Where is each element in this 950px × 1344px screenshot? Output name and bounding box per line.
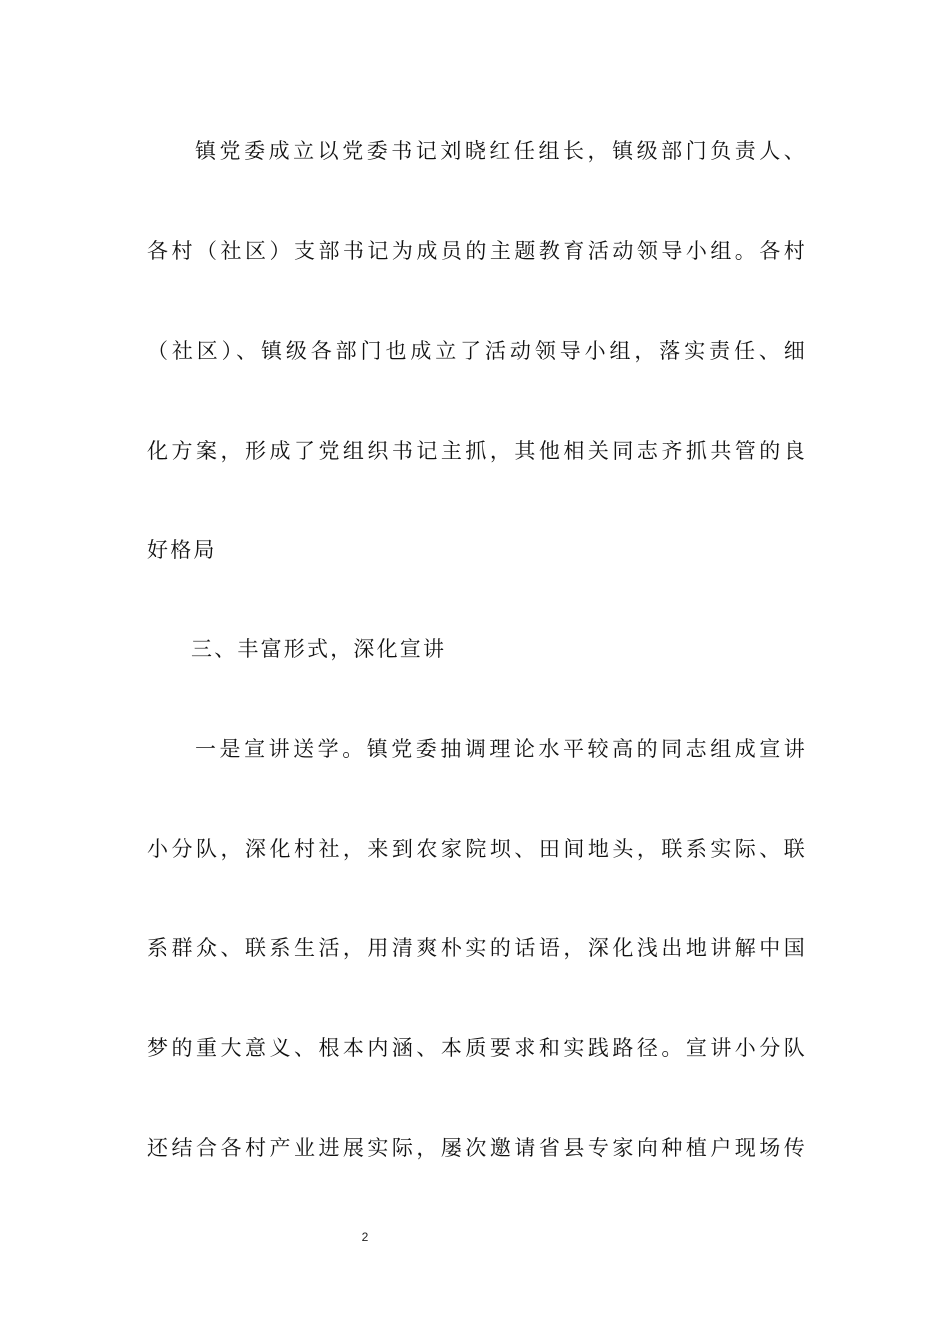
paragraph-line: 一是宣讲送学。镇党委抽调理论水平较高的同志组成宣讲 [195, 737, 807, 761]
paragraph-line: 还结合各村产业进展实际，屡次邀请省县专家向种植户现场传 [147, 1136, 807, 1160]
paragraph-line: 小分队，深化村社，来到农家院坝、田间地头，联系实际、联 [147, 837, 807, 861]
paragraph-line: 化方案，形成了党组织书记主抓，其他相关同志齐抓共管的良 [147, 439, 807, 463]
paragraph-line: 各村（社区）支部书记为成员的主题教育活动领导小组。各村 [147, 239, 807, 263]
paragraph-line: （社区）、镇级各部门也成立了活动领导小组，落实责任、细 [147, 339, 807, 363]
paragraph-line: 好格局 [147, 538, 217, 562]
paragraph-line: 梦的重大意义、根本内涵、本质要求和实践路径。宣讲小分队 [147, 1036, 807, 1060]
section-heading: 三、丰富形式，深化宣讲 [191, 637, 447, 661]
page-number: 2 [361, 1230, 369, 1244]
paragraph-line: 系群众、联系生活，用清爽朴实的话语，深化浅出地讲解中国 [147, 936, 807, 960]
paragraph-line: 镇党委成立以党委书记刘晓红任组长，镇级部门负责人、 [195, 139, 807, 163]
